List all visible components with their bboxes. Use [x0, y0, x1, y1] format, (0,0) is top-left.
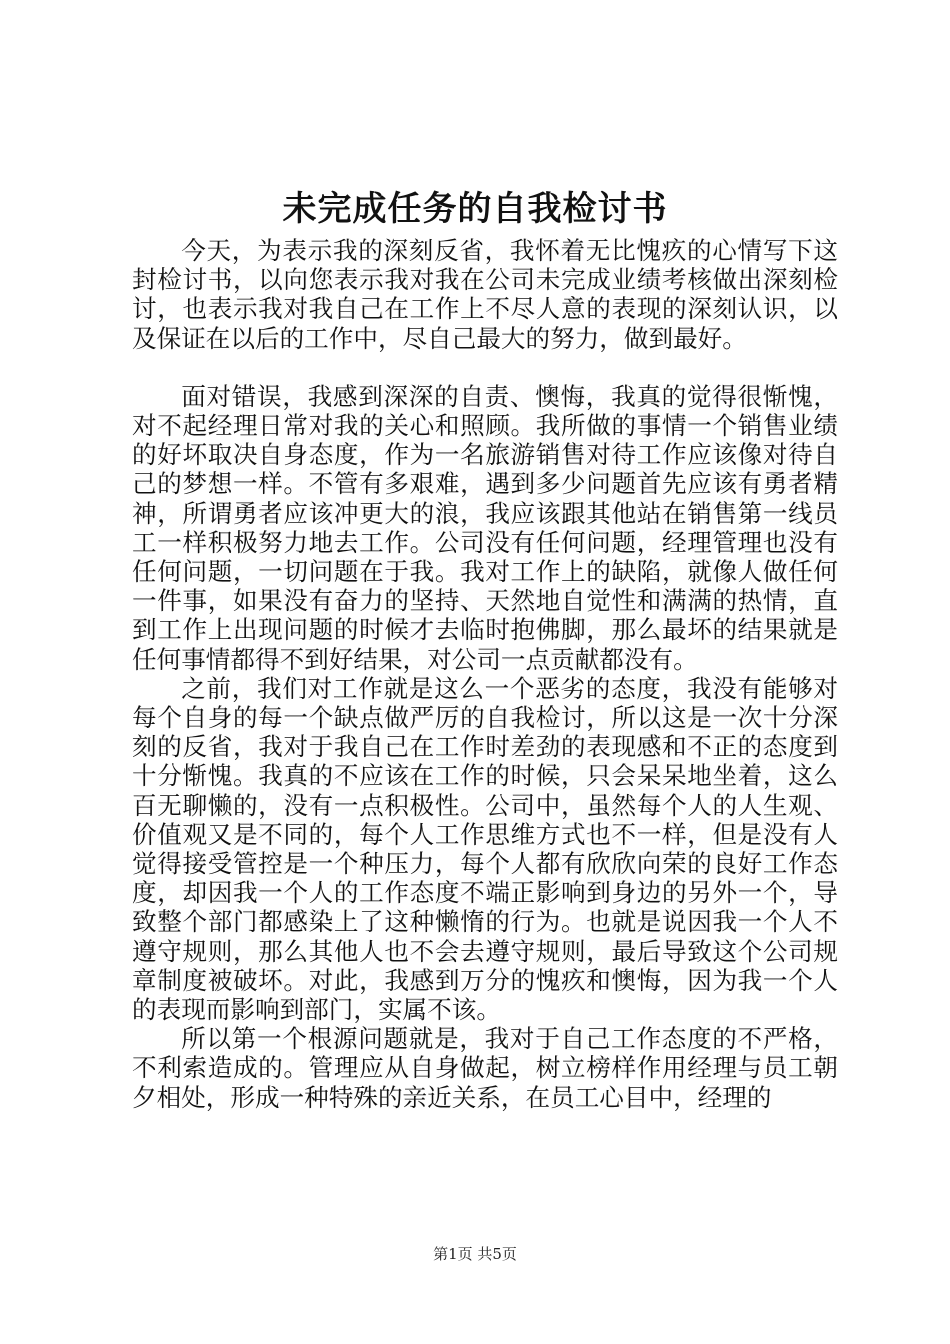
page-footer: 第1页 共5页 [433, 1245, 517, 1263]
paragraph: 之前，我们对工作就是这么一个恶劣的态度，我没有能够对每个自身的每一个缺点做严厉的自我检讨，所以这是一次十分深刻的反省，我对于我自己在工作时差劲的表现感和不正的态度到十分惭愧。我真的不应该在工作的时候，只会呆呆地坐着，这么百无聊懒的，没有一点积极性。公司中，虽然每个人的人生观、价值观又是不同的，每个人工作思维方式也不一样，但是没有人觉得接受管控是一个种压力，每个人都有欣欣向荣的良好工作态度，却因我一个人的工作态度不端正影响到身边的另外一个，导致整个部门都感染上了这种懒惰的行为。也就是说因我一个人不遵守规则，那么其他人也不会去遵守规则，最后导致这个公司规章制度被破坏。对此，我感到万分的愧疚和懊悔，因为我一个人的表现而影响到部门，实属不该。 [132, 673, 838, 1025]
paragraph: 今天，为表示我的深刻反省，我怀着无比愧疚的心情写下这封检讨书，以向您表示我对我在公司未完成业绩考核做出深刻检讨，也表示我对我自己在工作上不尽人意的表现的深刻认识，以及保证在以后的工作中，尽自己最大的努力，做到最好。 [132, 236, 838, 353]
paragraph: 所以第一个根源问题就是，我对于自己工作态度的不严格，不利索造成的。管理应从自身做起，树立榜样作用经理与员工朝夕相处，形成一种特殊的亲近关系，在员工心目中，经理的 [132, 1024, 838, 1112]
paragraph: 面对错误，我感到深深的自责、懊悔，我真的觉得很惭愧，对不起经理日常对我的关心和照顾。我所做的事情一个销售业绩的好坏取决自身态度，作为一名旅游销售对待工作应该像对待自己的梦想一样。不管有多艰难，遇到多少问题首先应该有勇者精神，所谓勇者应该冲更大的浪，我应该跟其他站在销售第一线员工一样积极努力地去工作。公司没有任何问题，经理管理也没有任何问题，一切问题在于我。我对工作上的缺陷，就像人做任何一件事，如果没有奋力的坚持、天然地自觉性和满满的热情，直到工作上出现问题的时候才去临时抱佛脚，那么最坏的结果就是任何事情都得不到好结果，对公司一点贡献都没有。 [132, 381, 838, 674]
document-title: 未完成任务的自我检讨书 [282, 189, 668, 229]
document-body [132, 236, 838, 1112]
